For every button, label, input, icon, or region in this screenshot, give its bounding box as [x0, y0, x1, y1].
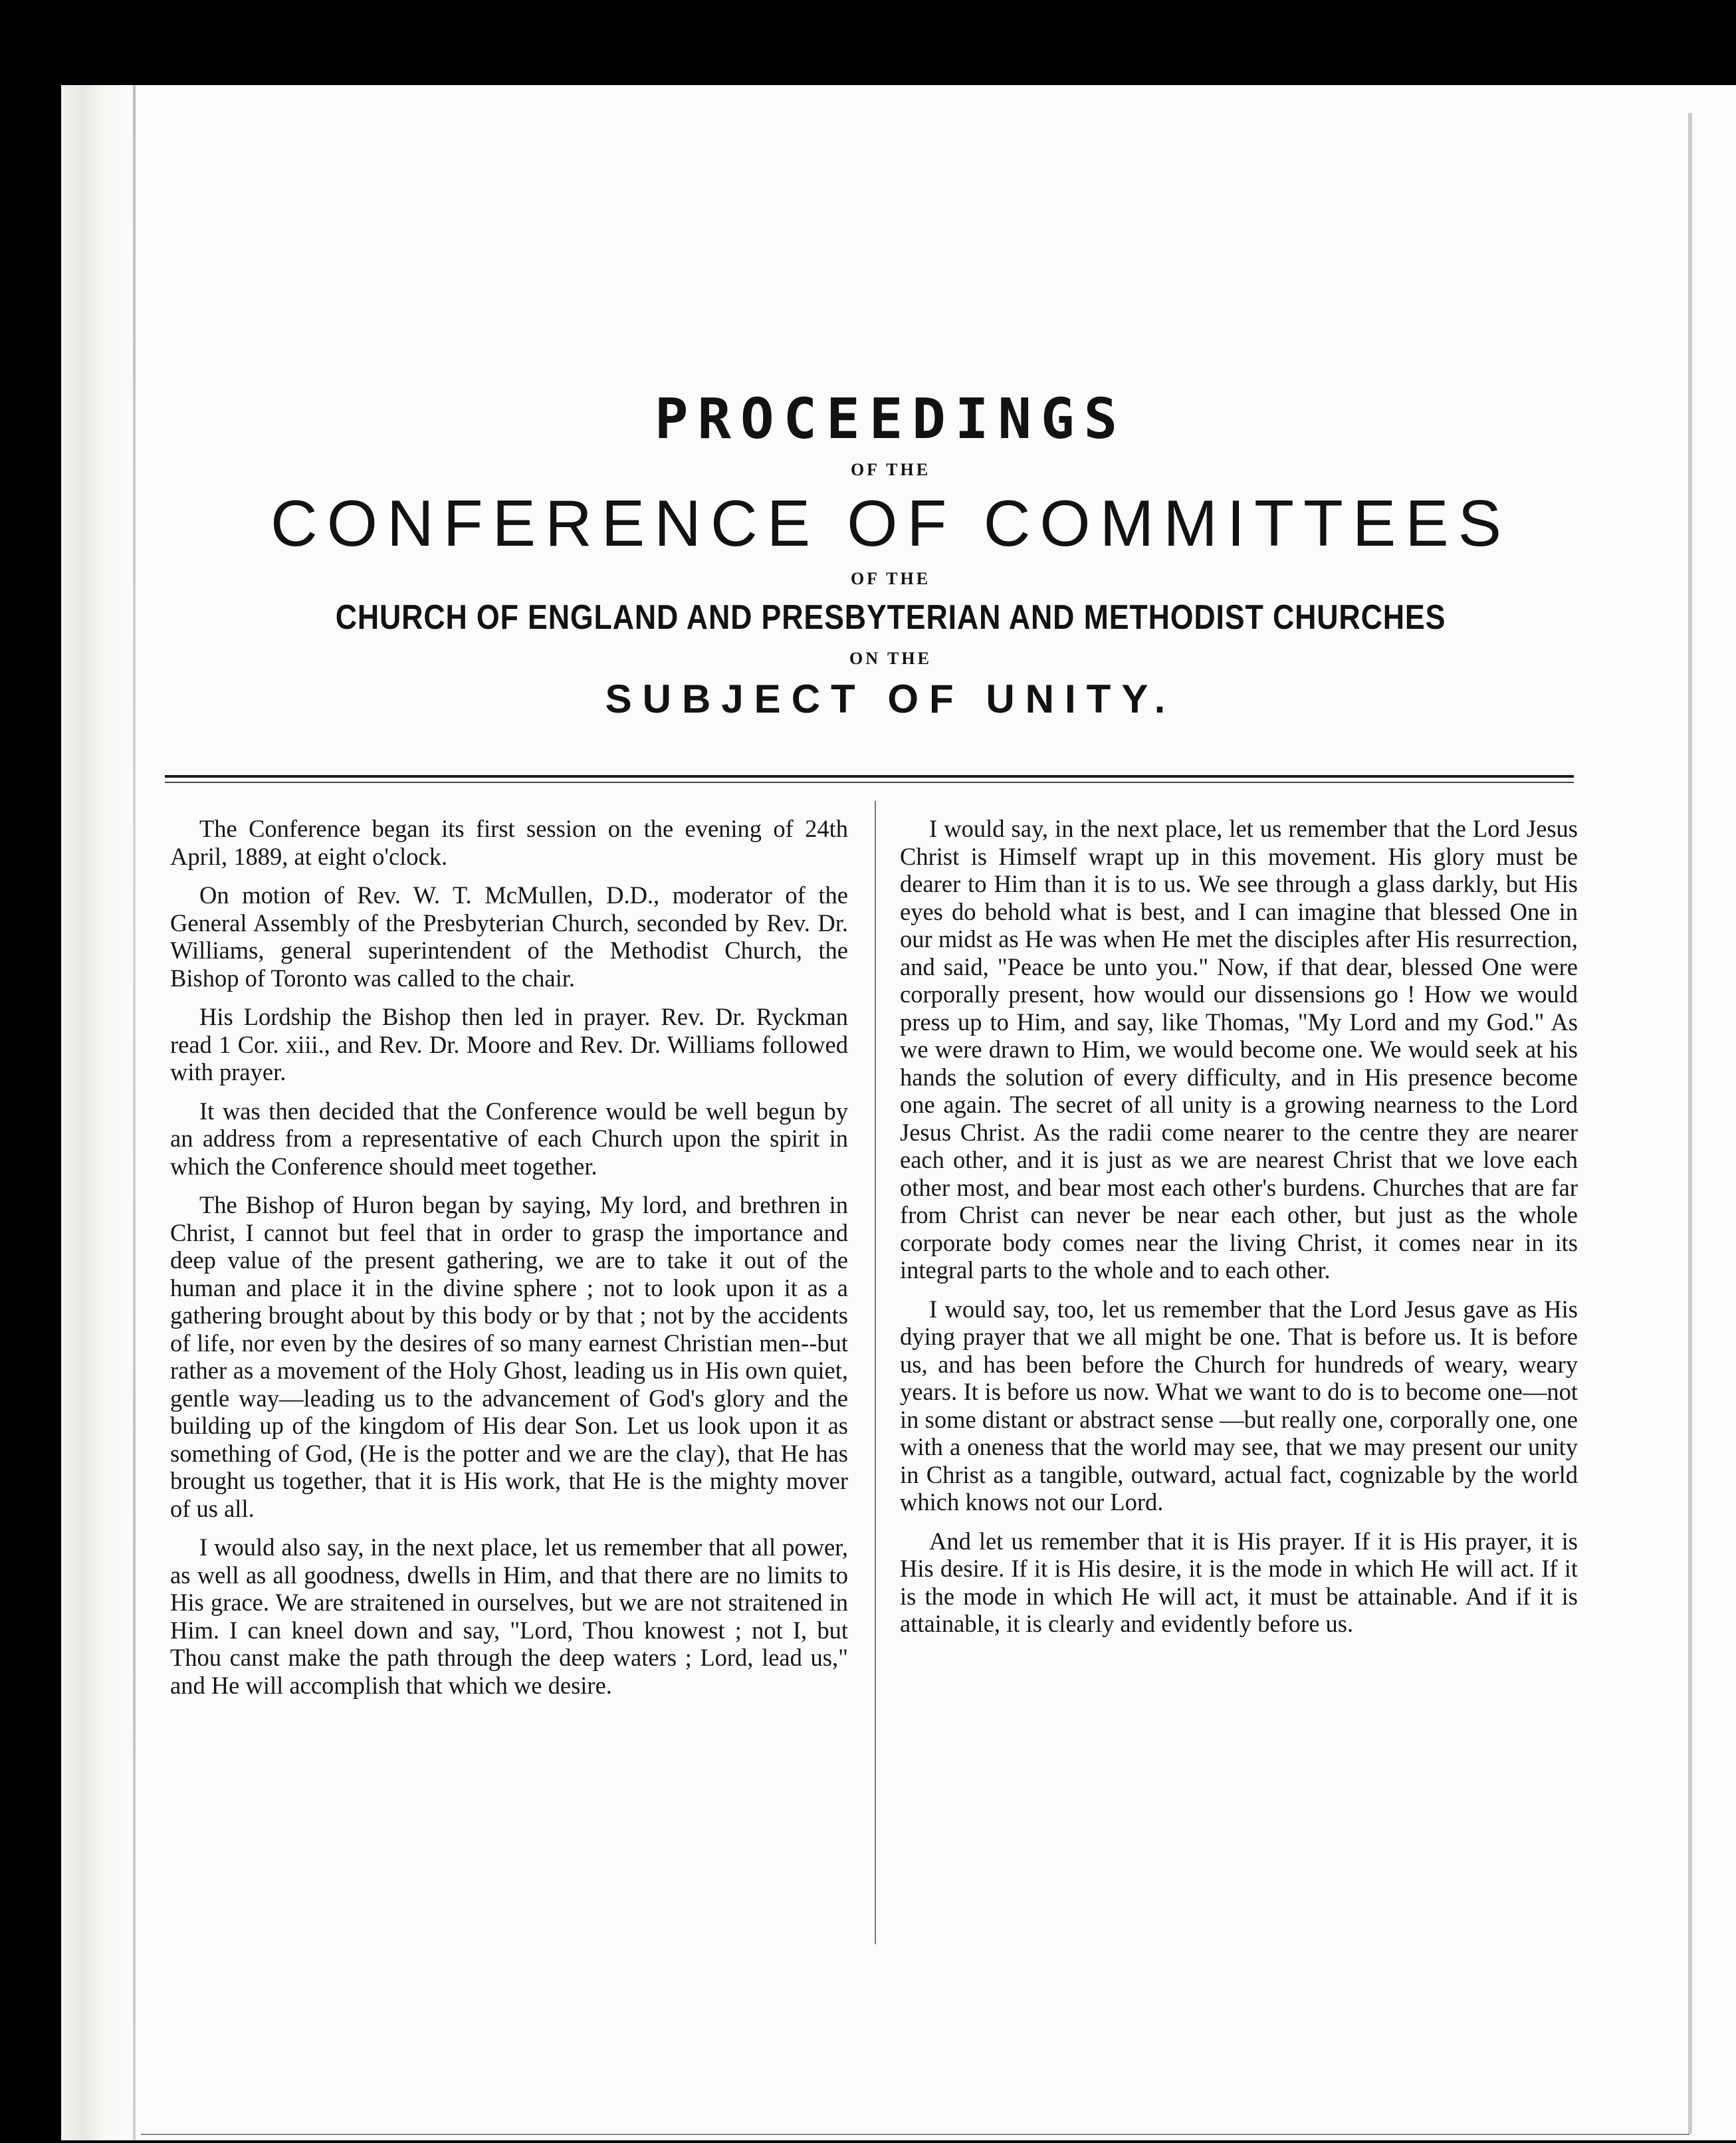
paragraph: On motion of Rev. W. T. McMullen, D.D., moderator of the General Assembly of the Presbyterian Church, seconded by Rev. Dr. Williams, general superintendent of the Methodist Church, the Bishop of Toronto was called to the chair.	[170, 881, 848, 992]
page-gutter-edge	[133, 85, 136, 2140]
title-block	[160, 386, 1622, 725]
paragraph: The Bishop of Huron began by saying, My lord, and brethren in Christ, I cannot but feel that in order to grasp the importance and deep value of the present gathering, we are to take it out of the human and place it in the divine sphere ; not to look upon it as a gathering brought about by this body or by that ; not by the accidents of life, nor even by the desires of so many earnest Christian men--but rather as a movement of the Holy Ghost, leading us in His own quiet, gentle way—leading us to the advancement of God's glory and the building up of the kingdom of His dear Son. Let us look upon it as something of God, (He is the potter and we are the clay), that He has brought us together, that it is His work, that He is the mighty mover of us all.	[170, 1191, 848, 1522]
paragraph: His Lordship the Bishop then led in prayer. Rev. Dr. Ryckman read 1 Cor. xiii., and Rev. Dr. Moore and Rev. Dr. Williams followed with prayer.	[170, 1003, 848, 1085]
title-churches: CHURCH OF ENGLAND AND PRESBYTERIAN AND METHODIST CHURCHES	[335, 598, 1446, 637]
header-rule-thick	[165, 775, 1574, 778]
paragraph: And let us remember that it is His prayer. If it is His prayer, it is His desire. If it is His desire, it is the mode in which He will act. If it is the mode in which He will act, it must be attainable. And if it is attainable, it is clearly and evidently before us.	[900, 1527, 1578, 1637]
title-of-the-1: OF THE	[850, 460, 931, 479]
header-rule-thin	[165, 782, 1574, 783]
right-column	[900, 815, 1578, 1649]
title-conference: CONFERENCE OF COMMITTEES	[271, 487, 1511, 560]
paragraph: I would say, too, let us remember that the Lord Jesus gave as His dying prayer that we all might be one. That is before us. It is before us, and has been before the Church for hundreds of weary, weary years. It is before us now. What we want to do is to become one—not in some distant or abstract sense —but really one, corporally one, one with a oneness that the world may see, that we may present our unity in Christ as a tangible, outward, actual fact, cognizable by the world which knows not our Lord.	[900, 1295, 1578, 1516]
page-bottom-edge	[141, 2134, 1689, 2135]
paragraph: The Conference began its first session on the evening of 24th April, 1889, at eight o'clock.	[170, 815, 848, 870]
title-subject: SUBJECT OF UNITY.	[605, 677, 1176, 721]
title-proceedings: PROCEEDINGS	[654, 386, 1127, 451]
paragraph: I would say, in the next place, let us remember that the Lord Jesus Christ is Himself wrapt up in this movement. His glory must be dearer to Him than it is to us. We see through a glass darkly, but His eyes do behold what is best, and I can imagine that blessed One in our midst as He was when He met the disciples after His resurrection, and said, "Peace be unto you." Now, if that dear, blessed One were corporally present, how would our dissensions go ! How we would press up to Him, and say, like Thomas, "My Lord and my God." As we were drawn to Him, we would become one. We would seek at his hands the solution of every difficulty, and in His presence become one again. The secret of all unity is a growing nearness to the Lord Jesus Christ. As the radii come nearer to the centre they are nearer each other, and it is just as we are nearest Christ that we love each other most, and bear most each other's burdens. Churches that are far from Christ can never be near each other, but just as the whole corporate body comes near the living Christ, it comes near in its integral parts to the whole and to each other.	[900, 815, 1578, 1284]
title-on-the: ON THE	[849, 649, 932, 668]
page-spine-shadow	[61, 85, 141, 2140]
paragraph: I would also say, in the next place, let us remember that all power, as well as all goodness, dwells in Him, and that there are no limits to His grace. We are straitened in ourselves, but we are not straitened in Him. I can kneel down and say, "Lord, Thou knowest ; not I, but Thou canst make the path through the deep waters ; Lord, lead us," and He will accomplish that which we desire.	[170, 1533, 848, 1699]
title-of-the-2: OF THE	[850, 569, 931, 588]
paragraph: It was then decided that the Conference would be well begun by an address from a representative of each Church upon the spirit in which the Conference should meet together.	[170, 1097, 848, 1180]
column-divider	[875, 801, 876, 1944]
page-right-edge	[1688, 113, 1692, 2134]
left-column	[170, 815, 848, 1710]
